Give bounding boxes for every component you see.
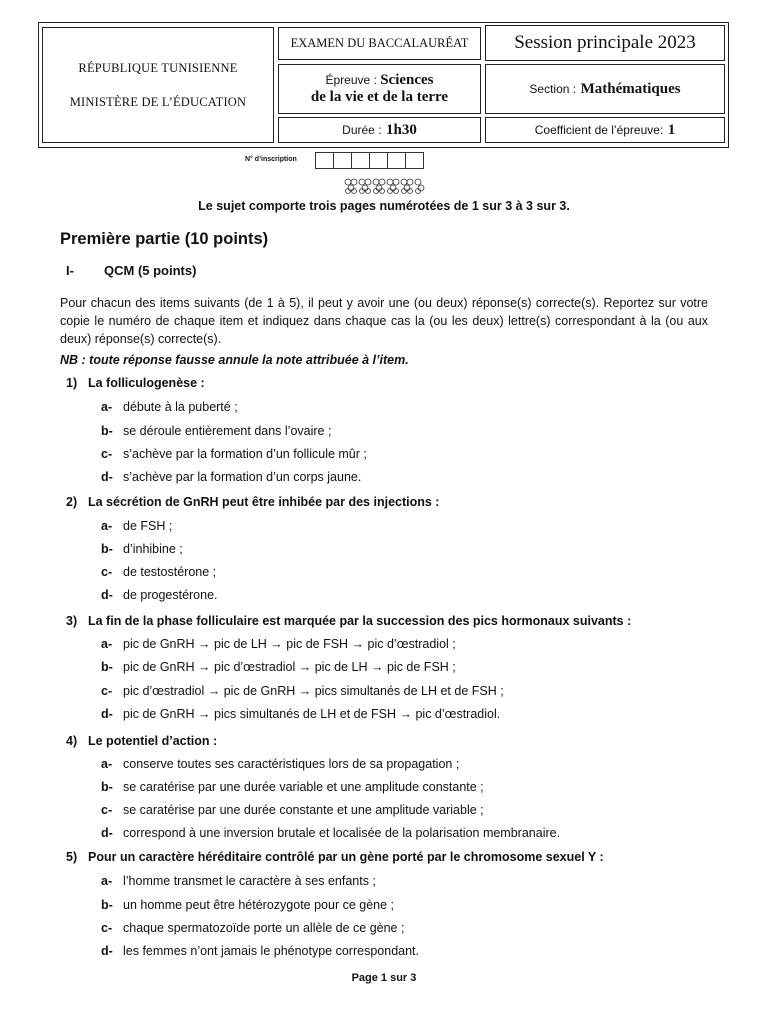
option-text: de FSH ; [123, 519, 173, 533]
option [101, 803, 484, 817]
option-text: se caratérise par une durée constante et une amplitude variable ; [123, 803, 484, 817]
option [101, 519, 172, 533]
option-text: pic de GnRH → pic d’œstradiol → pic de LH → pic de FSH ; [123, 660, 456, 674]
option-letter: c- [101, 447, 113, 461]
option-letter: b- [101, 898, 113, 912]
section-title: QCM (5 points) [104, 263, 197, 278]
option-letter: c- [101, 565, 113, 579]
option-text: pic de GnRH → pics simultanés de LH et de FSH → pic d’œstradiol. [123, 707, 501, 721]
option-text: conserve toutes ses caractéristiques lors de sa propagation ; [123, 757, 460, 771]
option-letter: d- [101, 944, 113, 958]
question-3 [66, 614, 631, 628]
option-letter: a- [101, 637, 113, 651]
option-letter: d- [101, 588, 113, 602]
option [101, 898, 394, 912]
question-number: 4) [66, 734, 78, 748]
option-text: se caratérise par une durée variable et une amplitude constante ; [123, 780, 484, 794]
epreuve-line2: de la vie et de la terre [310, 89, 449, 105]
coefficient-label: Coefficient de l’épreuve: [534, 123, 664, 137]
option-text: correspond à une inversion brutale et localisée de la polarisation membranaire. [123, 826, 561, 840]
option [101, 944, 419, 958]
option-letter: d- [101, 707, 113, 721]
option-text: s’achève par la formation d’un follicule mûr ; [123, 447, 367, 461]
option-letter: a- [101, 519, 113, 533]
question-text: Le potentiel d’action : [88, 734, 218, 748]
option [101, 588, 218, 602]
option [101, 707, 500, 721]
inscription-cell[interactable] [406, 153, 423, 168]
ministry-box [42, 27, 274, 143]
inscription-cell[interactable] [388, 153, 406, 168]
instructions-paragraph: Pour chacun des items suivants (de 1 à 5), il peut y avoir une (ou deux) réponse(s) correcte(s). Reportez sur votre copie le numéro de chaque item et indiquez dans chaque cas la (ou les deux) lettre(s) correspondant à la (ou aux deux) réponse(s) correcte(s). [60, 296, 708, 346]
option-text: se déroule entièrement dans l’ovaire ; [123, 424, 332, 438]
option [101, 757, 459, 771]
duree-value: 1h30 [385, 121, 417, 138]
option-text: pic d’œstradiol → pic de GnRH → pics simultanés de LH et de FSH ; [123, 684, 504, 698]
question-text: La sécrétion de GnRH peut être inhibée par des injections : [88, 495, 440, 509]
question-number: 1) [66, 376, 78, 390]
question-text: La fin de la phase folliculaire est marquée par la succession des pics hormonaux suivants : [88, 614, 632, 628]
option-letter: a- [101, 874, 113, 888]
ministry-name: MINISTÈRE DE L’ÉDUCATION [69, 94, 247, 109]
option [101, 780, 484, 794]
section-number: I- [66, 263, 74, 278]
option-letter: c- [101, 684, 113, 698]
inscription-number-field[interactable] [315, 152, 424, 169]
option [101, 542, 183, 556]
option [101, 470, 361, 484]
option-letter: b- [101, 660, 113, 674]
option-text: un homme peut être hétérozygote pour ce gène ; [123, 898, 395, 912]
option [101, 565, 216, 579]
inscription-label: N° d’inscription [245, 156, 297, 163]
option-letter: d- [101, 826, 113, 840]
epreuve-box [278, 64, 481, 114]
option-letter: b- [101, 542, 113, 556]
inscription-cell[interactable] [316, 153, 334, 168]
question-text: La folliculogenèse : [88, 376, 205, 390]
option-text: les femmes n’ont jamais le phénotype correspondant. [123, 944, 419, 958]
option [101, 921, 404, 935]
option-letter: d- [101, 470, 113, 484]
question-1 [66, 376, 205, 390]
section-heading [66, 263, 196, 278]
question-4 [66, 734, 217, 748]
option [101, 424, 331, 438]
option-text: s’achève par la formation d’un corps jaune. [123, 470, 362, 484]
epreuve-line1: Sciences [380, 72, 434, 88]
session-title: Session principale 2023 [514, 32, 696, 53]
option-text: pic de GnRH → pic de LH → pic de FSH → pic d’œstradiol ; [123, 637, 456, 651]
option-letter: a- [101, 757, 113, 771]
option [101, 660, 456, 674]
option-letter: b- [101, 780, 113, 794]
exam-title: EXAMEN DU BACCALAURÉAT [290, 36, 469, 50]
coefficient-value: 1 [667, 121, 676, 138]
option-text: l’homme transmet le caractère à ses enfants ; [123, 874, 376, 888]
option [101, 826, 560, 840]
option-letter: b- [101, 424, 113, 438]
session-box [485, 25, 725, 61]
question-number: 3) [66, 614, 78, 628]
option-text: d’inhibine ; [123, 542, 183, 556]
section-value: Mathématiques [580, 80, 681, 97]
exam-box [278, 27, 481, 60]
option [101, 447, 367, 461]
duree-label: Durée : [342, 123, 382, 137]
question-number: 5) [66, 850, 78, 864]
inscription-cell[interactable] [334, 153, 352, 168]
country-name: RÉPUBLIQUE TUNISIENNE [78, 60, 238, 75]
coefficient-box [485, 117, 725, 143]
option-text: de testostérone ; [123, 565, 217, 579]
option-letter: a- [101, 400, 113, 414]
security-pattern-icon [343, 177, 425, 195]
question-number: 2) [66, 495, 78, 509]
page-number: Page 1 sur 3 [351, 972, 417, 984]
option-text: chaque spermatozoïde porte un allèle de ce gène ; [123, 921, 405, 935]
duree-box [278, 117, 481, 143]
nb-note: NB : toute réponse fausse annule la note attribuée à l’item. [60, 353, 409, 367]
option-text: de progestérone. [123, 588, 218, 602]
question-text: Pour un caractère héréditaire contrôlé par un gène porté par le chromosome sexuel Y : [88, 850, 604, 864]
section-label: Section : [529, 82, 577, 96]
inscription-cell[interactable] [370, 153, 388, 168]
section-box [485, 64, 725, 114]
option [101, 684, 504, 698]
option [101, 637, 456, 651]
epreuve-label: Épreuve : [325, 73, 377, 87]
option-text: débute à la puberté ; [123, 400, 238, 414]
option-letter: c- [101, 803, 113, 817]
option-letter: c- [101, 921, 113, 935]
subject-note: Le sujet comporte trois pages numérotées de 1 sur 3 à 3 sur 3. [198, 199, 570, 213]
option [101, 874, 376, 888]
inscription-cell[interactable] [352, 153, 370, 168]
option [101, 400, 238, 414]
question-2 [66, 495, 439, 509]
part-title: Première partie (10 points) [60, 230, 269, 248]
question-5 [66, 850, 604, 864]
